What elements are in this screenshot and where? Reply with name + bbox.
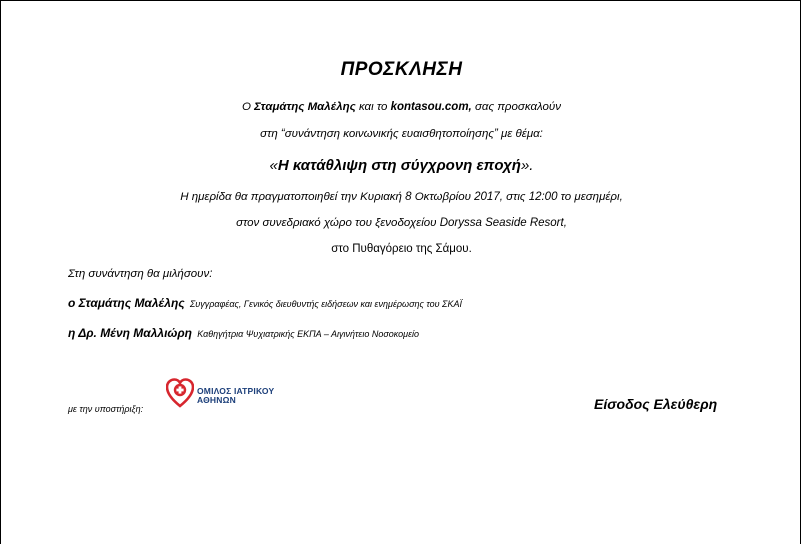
- event-line: στη “συνάντηση κοινωνικής ευαισθητοποίησης” με θέμα:: [260, 128, 543, 140]
- sponsor-logo-text: [197, 387, 274, 405]
- topic-text: Η κατάθλιψη στη σύγχρονη εποχή: [277, 157, 521, 174]
- sponsor-logo-line1: ΟΜΙΛΟΣ ΙΑΤΡΙΚΟΥ: [197, 385, 275, 396]
- topic-open-quote: «: [269, 157, 278, 174]
- topic-line: [0, 157, 803, 174]
- detail-venue: στον συνεδριακό χώρο του ξενοδοχείου Doryssa Seaside Resort,: [236, 217, 567, 229]
- support-label: με την υποστήριξη:: [68, 404, 144, 414]
- detail-date: Η ημερίδα θα πραγματοποιηθεί την Κυριακή 8 Οκτωβρίου 2017, στις 12:00 το μεσημέρι,: [180, 191, 623, 203]
- sponsor-logo: [166, 378, 274, 413]
- host-name: Σταμάτης Μαλέλης: [254, 101, 356, 113]
- invitation-title: ΠΡΟΣΚΛΗΣΗ: [340, 59, 463, 80]
- intro-suffix: σας προσκαλούν: [471, 101, 561, 113]
- speaker-item: [68, 326, 419, 340]
- speaker-role: Καθηγήτρια Ψυχιατρικής ΕΚΠΑ – Αιγινήτειο Νοσοκομείο: [197, 329, 420, 339]
- speaker-name: ο Σταμάτης Μαλέλης: [68, 296, 185, 310]
- intro-middle: και το: [355, 101, 391, 113]
- speakers-heading: Στη συνάντηση θα μιλήσουν:: [68, 268, 213, 280]
- topic-close-quote: ».: [520, 157, 534, 174]
- detail-location: στο Πυθαγόρειο της Σάμου.: [331, 243, 472, 255]
- heart-cross-icon: [166, 378, 194, 413]
- sponsor-logo-line2: ΑΘΗΝΩΝ: [197, 394, 236, 405]
- speaker-role: Συγγραφέας, Γενικός διευθυντής ειδήσεων και ενημέρωσης του ΣΚΑΪ: [189, 299, 462, 309]
- site-name: kontasou.com,: [390, 101, 472, 113]
- speaker-name: η Δρ. Μένη Μαλλιώρη: [68, 326, 193, 340]
- speaker-item: [68, 296, 462, 310]
- free-entry-label: Είσοδος Ελεύθερη: [594, 396, 718, 412]
- intro-prefix: Ο: [242, 101, 255, 113]
- intro-line: [0, 101, 803, 113]
